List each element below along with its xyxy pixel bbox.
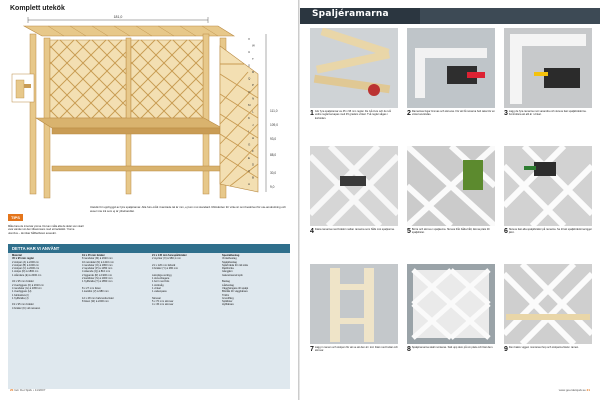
material-line: 12 x 28 mm halvrunda lister: [82, 296, 114, 300]
step-number: 2: [407, 110, 411, 117]
part-letter: R: [252, 70, 255, 74]
materials-heading: DETTA HAR VI ANVÄNT: [8, 244, 290, 253]
material-line: Vinkelbeslag: [222, 257, 237, 261]
materials-column: [12, 254, 78, 310]
column-lines: [12, 261, 78, 310]
material-line: Grundfärg: [222, 296, 234, 300]
material-line: Låsbeslag: [222, 283, 234, 287]
material-line: 5 x 70 mm skruvar: [152, 300, 174, 304]
material-line: 2 stolpar (A) à 2200 cm: [12, 260, 39, 264]
step-text: [407, 228, 495, 235]
left-footer: [10, 388, 45, 392]
step-description: Lägg de fyra ramarna mot varandra och skruva fast spaljébrädorna. Kontrollera att allt är i vinkel.: [508, 110, 587, 117]
material-line: 4 bräder (K) vid ramaren: [12, 306, 41, 310]
part-letter: I: [248, 129, 249, 134]
tips-box: [8, 206, 84, 242]
right-page-number: 21: [586, 388, 590, 392]
material-line: 21 x 120 mm lärkväl: [152, 263, 176, 267]
material-line: 1 hyllbräda (T) à 1850 mm: [82, 280, 113, 284]
step-description: Ramarnas fogar limmas och skruvas. För att få ramarna helt raka bör en vinkel användas.: [411, 110, 495, 117]
left-footer-text: Gör Det Själv • 11/2007: [14, 388, 46, 392]
material-line: 2 styckar (X) à 980,1 mm: [152, 257, 181, 261]
step-description: Gör fyra spaljéramar av 45 x 95 mm reglar. De två övre och de två undre reglarna kapas med 45 graders vinkel. Två reglar sågas i kortsidan.: [314, 110, 391, 120]
material-line: 8 ramdelar (M) à 2620 mm: [82, 257, 113, 261]
column-lines: [152, 257, 218, 306]
step-description: Skruva fast alla spaljébrädor på ramarna. Se till att spaljébrädorna ligger jämt.: [508, 228, 592, 235]
material-line: 1 hyllbräda (J): [12, 296, 29, 300]
step-text: [407, 110, 495, 117]
materials-column: [222, 254, 288, 307]
step-photo: [504, 146, 592, 226]
material-line: Spårbräda för rätt sida: [222, 263, 248, 267]
step-photo: [310, 264, 398, 344]
step-text: [310, 228, 398, 235]
step-text: [310, 346, 398, 353]
material-line: 1 ståndare (E) à 2000 cm: [12, 273, 42, 277]
materials-column: [152, 254, 218, 307]
material-line: 1 överliggare (H): [12, 290, 32, 294]
step-photo: [310, 146, 398, 226]
material-line: Vägghängare till spaljé: [222, 286, 249, 290]
step-text: [504, 346, 592, 353]
column-lines: [222, 257, 288, 306]
step-text: [310, 110, 398, 120]
material-line: 4 stående (Q) à 810 mm: [82, 270, 111, 274]
material-line: 4 ramdelar (O) à 1800 mm: [82, 263, 113, 267]
material-line: Galvaniserad spik: [222, 273, 243, 277]
material-line: 4 x 45 mm skruvar: [152, 303, 174, 307]
part-letter: B: [252, 175, 255, 180]
step-text: [407, 346, 495, 353]
part-letter: O: [248, 89, 251, 94]
section-title: Spaljéramarna: [312, 9, 389, 19]
part-letter: J: [252, 122, 254, 127]
part-letter: W: [252, 43, 255, 48]
dim-d1: 111,0: [270, 109, 278, 113]
dim-d5: 9,0: [270, 185, 275, 189]
material-line: Beslag: [222, 280, 230, 284]
page-title: Komplett utekök: [10, 5, 65, 12]
step-number: 5: [407, 228, 411, 235]
material-line: 10 ramdelar (N) à 1410 mm: [82, 260, 114, 264]
part-letter: G: [248, 142, 251, 147]
material-line: Trälim: [222, 293, 230, 297]
column-lines: [82, 257, 148, 303]
step-photo: [504, 28, 592, 108]
step-photo: [504, 264, 592, 344]
material-line: 8 listen (W) à 2200 mm: [82, 300, 109, 304]
material-line: Skruvar: [152, 296, 161, 300]
left-page-number: 20: [10, 388, 14, 392]
materials-columns: [12, 254, 288, 386]
material-line: 19 x 95 mm bräder: [12, 303, 34, 307]
column-head: Material: [12, 254, 22, 257]
materials-box: [8, 244, 290, 389]
step-number: 6: [504, 228, 508, 235]
outdoor-kitchen-drawing: [8, 14, 290, 204]
part-letter: M: [248, 103, 251, 107]
column-sub: Specialbeslag: [222, 254, 240, 257]
material-line: 1 vattenpass: [152, 290, 167, 294]
material-line: Hyllbärare: [222, 303, 234, 307]
step-description: Fästa ramarna med brädor mellan ramarna som hålls mot spaljéerna.: [314, 228, 395, 231]
step-description: Borra och skruva i spaljéerna. Skruva från båda håll, lämna plats för spaljélister.: [411, 228, 490, 235]
material-line: 4 ramdelar (G) à 1050 cm: [12, 286, 42, 290]
step-description: Spaljéramarna skall monteras. Sätt upp dem på sin plats och fäst dem.: [411, 346, 494, 349]
material-line: 2 ramdelar (P) à 1050 mm: [82, 267, 113, 271]
column-sub: 19 x 45 mm bräder: [82, 254, 105, 257]
part-letter: K: [248, 116, 251, 121]
material-line: 1 sticksåg: [152, 283, 164, 287]
step-number: 4: [310, 228, 314, 235]
tips-body: Måla bara de innersta ytorna. Du kan måla alla de delar som skall vara vända mot den tillsammans med ett lackskikt. Ytorna utomhus – det ökar hållbarheten avsevärt.: [8, 225, 84, 235]
material-line: 8 x 27 mm listen: [82, 286, 101, 290]
right-page: [300, 0, 600, 400]
material-line: Lämpliga verktyg: [152, 273, 172, 277]
part-letter: N: [252, 96, 255, 101]
dim-d3: 93,0: [270, 137, 277, 141]
column-sub: 45 x 95 mm reglar: [12, 257, 34, 261]
right-footer: [559, 388, 590, 392]
part-letter: P: [252, 83, 255, 88]
material-line: 2 stolpar (C) à 2000 cm: [12, 267, 40, 271]
dim-top: 181,0: [113, 15, 123, 19]
material-line: 1 vinkel: [152, 286, 161, 290]
materials-column: [82, 254, 148, 303]
part-letter: Q: [248, 76, 251, 81]
steps-grid: [310, 28, 592, 384]
material-line: Rattbricka: [222, 267, 234, 271]
step-photo: [407, 264, 495, 344]
step-number: 7: [310, 346, 314, 353]
part-letter: T: [252, 56, 254, 61]
material-line: 2 kantlister (S) à 1000 mm: [82, 277, 113, 281]
right-footer-text: www.goerdetsjalv.se: [558, 388, 586, 392]
step-photo: [407, 146, 495, 226]
material-line: 1 borr med bits: [152, 280, 170, 284]
material-line: 1 kantlist (V) à 980 mm: [82, 290, 109, 294]
step-number: 9: [504, 346, 508, 353]
part-letter: A: [248, 182, 251, 187]
material-line: 1 stolpe (D) à 1800 cm: [12, 270, 39, 274]
step-photo: [310, 28, 398, 108]
material-line: 34 x 95 mm bräder: [12, 280, 34, 284]
column-sub: 21 x 145 mm furuspårbräder: [152, 254, 187, 257]
drawing-caption: Utekök för uppbyggd av fyra spaljéramar. Alla furu-mått i kantrade tal är mm, ej tum mot standard. Riktvärden för virke är rent beskrivet för ute-användning och avser inte trä som ej är ytbehandlat.: [90, 205, 286, 213]
step-number: 1: [310, 110, 314, 117]
material-line: Gångjärn: [222, 270, 233, 274]
step-description: Den bakre viggen monteras ihop och stolparna fästs i ramen.: [508, 346, 579, 349]
part-letter: F: [252, 149, 254, 154]
part-letter: S: [248, 63, 251, 68]
step-number: 3: [504, 110, 508, 117]
step-photo: [407, 28, 495, 108]
dim-d2: 109,0: [270, 123, 278, 127]
part-letter: D: [252, 162, 255, 167]
material-line: Spaljébeslag: [222, 260, 237, 264]
material-line: Blixtlås för väggbärare: [222, 290, 248, 294]
step-number: 8: [407, 346, 411, 353]
step-text: [504, 110, 592, 117]
part-letter: C: [248, 169, 251, 173]
dim-d6: 30,0: [270, 171, 277, 175]
material-line: 2 överliggare (F) à 2010 cm: [12, 283, 44, 287]
part-letter: X: [248, 37, 251, 41]
tips-heading: TIPS: [8, 214, 23, 221]
step-text: [504, 228, 592, 235]
material-line: Spiklister: [222, 300, 233, 304]
part-letter: E: [248, 155, 251, 160]
material-line: 1 skruvdragare: [152, 277, 170, 281]
material-line: 1 bänkskiva (I): [12, 293, 29, 297]
part-letter: H: [252, 136, 255, 140]
dim-d4: 88,0: [270, 153, 277, 157]
part-letter: U: [248, 50, 251, 55]
part-letter: L: [252, 109, 254, 114]
material-line: 2 liggande (R) à 1900 mm: [82, 273, 112, 277]
material-line: 2 stolpar (B) à 1000 cm: [12, 263, 39, 267]
material-line: 4 bräder (Y) à 280 mm: [152, 267, 179, 271]
step-description: Lägg in ramen och stolpen för att se att den är i lod. Fäst med bultar och skruvar.: [314, 346, 398, 353]
